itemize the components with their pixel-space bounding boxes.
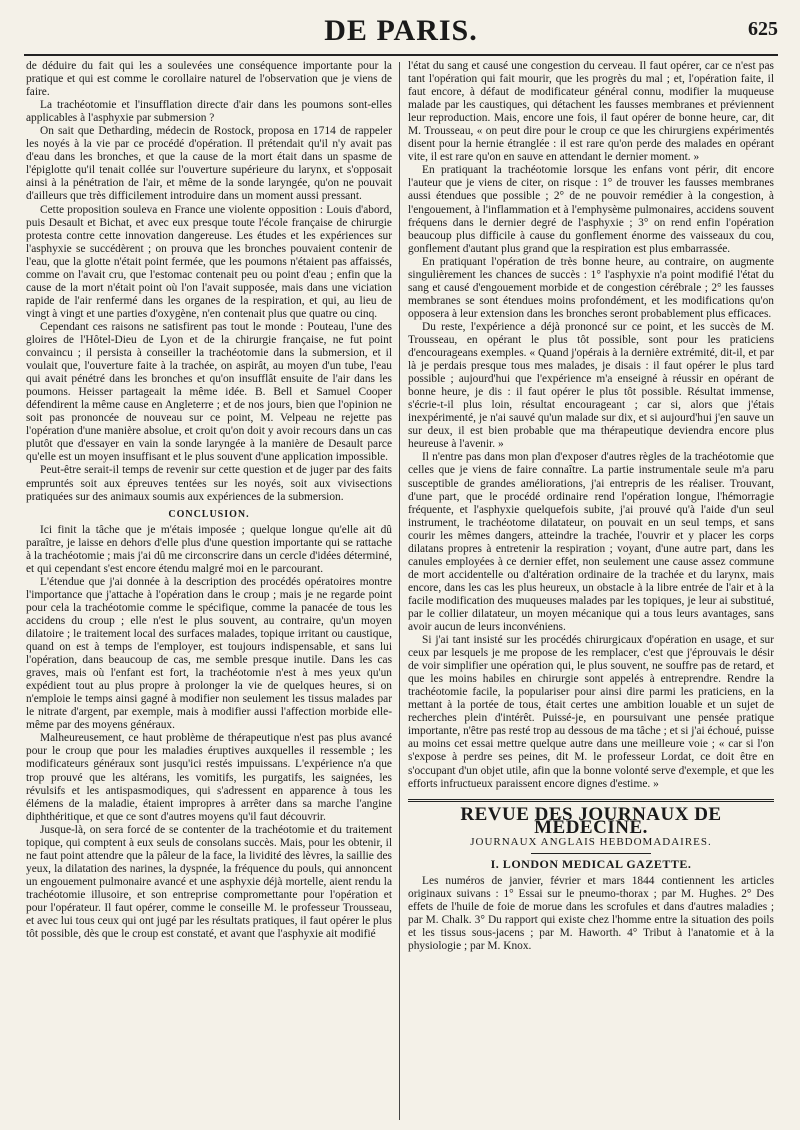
revue-title: REVUE DES JOURNAUX DE MÉDECINE.	[460, 803, 722, 838]
paragraph: Si j'ai tant insisté sur les procédés chirurgicaux d'opération en usage, et sur ceux par lesquels je me propose de les remplacer, c'est que j'éprouvais le désir de voir simplifier une opération qui, le plus souvent, ne souffre pas de retard, et que les moins habiles en chirurgie sont appelés à entreprendre. Rendre la trachéotomie facile, la populariser pour ainsi dire parmi les praticiens, en la mettant à la portée de tous, était certes une ambition louable et un sujet de recherches plein d'intérêt. Puissé-je, en poursuivant une pensée pratique importante, n'être pas resté trop au dessous de ma tâche ; et si j'ai échoué, puisse au moins cet essai mettre quelque autre dans une meilleure voie ; « car si l'on s'expose à perdre ses peines, dit M. le professeur Lordat, ce doit être en s'occupant d'un objet utile, afin que la bonne volonté serve d'exemple, et que les efforts infructueux paraissent encore dignes d'estime. »	[408, 634, 774, 790]
paragraph: Il n'entre pas dans mon plan d'exposer d'autres règles de la trachéotomie que celles que je viens de faire connaître. La partie instrumentale seule m'a paru susceptible de grandes améliorations, j'ai entrepris de les réaliser. Trouvant, d'une part, que le procédé ordinaire rend l'opération longue, l'hémorragie fréquente, et l'asphyxie quelquefois subite, j'ai prouvé qu'à l'aide d'un seul instrument, le trachéotome dilatateur, on pouvait en un seul temps, et sans courir les mêmes dangers, atteindre la trachée, l'ouvrir et y placer les corps dilatans propres à entretenir la respiration ; voyant, d'une autre part, dans les canules employées à ce dernier effet, non seulement une cause assez commune de mort accidentelle ou d'altération ordinaire de la trachée et du larynx, mais encore, dans les cas les plus heureux, un obstacle à la libre entrée de l'air et à la facile modification des muqueuses malades par les topiques, je leur ai substitué, par le collier dilatateur, un moyen mécanique qui a tous leurs avantages, sans avoir aucun de leurs inconvéniens.	[408, 451, 774, 634]
paragraph: Du reste, l'expérience a déjà prononcé sur ce point, et les succès de M. Trousseau, en opérant le plus tôt possible, sont pour les praticiens d'encourageans exemples. « Quand j'opérais à la dernière extrémité, dit-il, et par là je perdais presque tous mes malades, je disais : il faut opérer le plus tard possible ; aujourd'hui que l'expérience m'a enseigné à réussir en opérant de bonne heure, je dis : il faut opérer le plus tôt possible. Résultat immense, s'écrie-t-il plus loin, résultat encourageant ; car si, alors que j'étais inexpérimenté, je n'ai sauvé qu'un malade sur dix, et si aujourd'hui j'en sauve un sur deux, il est bien probable que ma thérapeutique deviendra encore plus heureuse à l'avenir. »	[408, 320, 774, 451]
revue-paragraph: Les numéros de janvier, février et mars 1844 contiennent les articles originaux suivans : 1° Essai sur le pneumo-thorax ; par M. Hughes. 2° Des effets de l'huile de foie de morue dans les scrofules et dans d'autres maladies ; par M. Chalk. 3° Du rapport qui existe chez l'homme entre la situation des poils et les tissus sous-jacens ; par M. Haworth. 4° Tribut à l'anatomie et à la physiologie ; par M. Knox.	[408, 874, 774, 953]
left-body-part-1	[26, 60, 392, 504]
paragraph: En pratiquant la trachéotomie lorsque les enfans vont périr, dit encore l'auteur que je viens de citer, on risque : 1° de trouver les fausses membranes aussi étendues que possible ; 2° de ne pouvoir remédier à la congestion, à l'engouement, à l'inflammation et à l'emphysème pulmonaires, accidens souvent fréquens dans le dernier degré de l'asphyxie ; 3° on rend enfin l'opération beaucoup plus difficile à cause du gonflement énorme des vaisseaux du cou, gonflement d'autant plus grand que la respiration est plus embarrassée.	[408, 164, 774, 255]
paragraph: Ici finit la tâche que je m'étais imposée ; quelque longue qu'elle ait dû paraître, je laisse en dehors d'elle plus d'une question importante qui se rattache à la trachéotomie ; mais j'ai dû me circonscrire dans un cercle d'idées déterminé, et qui cependant s'est encore étendu malgré moi en le parcourant.	[26, 523, 392, 575]
revue-subrule	[531, 853, 651, 854]
paragraph: L'étendue que j'ai donnée à la description des procédés opératoires montre l'importance que j'attache à l'opération dans le croup ; mais je ne regarde point pour cela la trachéotomie comme le spécifique, comme la panacée de tous les accidens du croup ; elle n'est le plus souvent, au contraire, qu'un moyen dilatoire ; le traitement local des surfaces malades, topique irritant ou caustique, quand on est à temps de l'employer, est toujours indispensable, et sans lui l'opération, dans beaucoup de cas, me semble presque inutile. Dans les cas graves, mais où l'enfant est fort, la trachéotomie n'est à mes yeux qu'un expédient tout au plus propre à prolonger la vie de quelques heures, si on n'emploie le temps ainsi gagné à modifier non seulement les tissus malades par le nitrate d'argent, par exemple, mais à modifier aussi l'affection morbide elle-même par des moyens généraux.	[26, 575, 392, 732]
paragraph: Jusque-là, on sera forcé de se contenter de la trachéotomie et du traitement topique, qui comptent à eux seuls de consolans succès. Mais, pour les obtenir, il ne faut point attendre que la pâleur de la face, la lividité des lèvres, la saillie des yeux, la dilatation des narines, la dyspnée, la fréquence du pouls, qui annoncent un engouement pulmonaire avancé et une asphyxie déjà mortelle, aient rendu la trachéotomie illusoire, et son entreprise compromettante pour l'opération et pour l'opérateur. Il faut opérer, comme le conseille M. le professeur Trousseau, et avec lui tous ceux qui ont jugé par les résultats pratiques, il faut opérer le plus tôt possible, dès que le croup est constaté, et avant que l'asphyxie ait modifié	[26, 823, 392, 941]
left-column	[26, 60, 392, 1120]
paragraph: Malheureusement, ce haut problème de thérapeutique n'est pas plus avancé pour le croup que pour les maladies éruptives auxquelles il ressemble ; les modificateurs généraux sont jusqu'ici restés impuissans. L'expérience n'a que trop prouvé que les altérans, les vomitifs, les purgatifs, les saignées, les révulsifs et les antispasmodiques, qui s'adressent en apparence à tous les élémens de la maladie, étaient impropres à arrêter dans sa marche l'angine diphthéritique, et que ce sont d'autres moyens qu'il faut découvrir.	[26, 732, 392, 823]
paragraph: On sait que Detharding, médecin de Rostock, proposa en 1714 de rappeler les noyés à la vie par ce procédé d'opération. Il prétendait qu'il n'y avait pas d'eau dans les bronches, et que la cause de la mort était dans un spasme de l'épiglotte qu'il tenait collée sur l'ouverture supérieure du larynx, et s'opposait ainsi à la pénétration de l'air, et même de la sonde laryngée, qu'on ne pouvait d'ailleurs que très difficilement introduire dans un moment aussi pressant.	[26, 125, 392, 203]
page-header	[24, 10, 778, 50]
revue-subtitle: JOURNAUX ANGLAIS HEBDOMADAIRES.	[470, 835, 712, 848]
conclusion-heading: CONCLUSION.	[168, 508, 250, 520]
paragraph: La trachéotomie et l'insufflation directe d'air dans les poumons sont-elles applicables à l'asphyxie par submersion ?	[26, 99, 392, 125]
paragraph: Cependant ces raisons ne satisfirent pas tout le monde : Pouteau, l'une des gloires de l'Hôtel-Dieu de Lyon et de la chirurgie française, ne fut point convaincu ; il persista à conseiller la trachéotomie dans la submersion, et il voulait que, l'ouverture faite à la trachée, on aspirât, au moyen d'un tube, l'eau qui avait pénétré dans les bronches et qu'on insufflât ensuite de l'air dans les poumons. Heisser partageait la même idée. B. Bell et Samuel Cooper défendirent la même cause en Angleterre ; et de nos jours, bien que l'opinion ne soit pas prononcée de nouveau sur ce point, M. Velpeau ne rejette pas l'opération d'une manière absolue, et croit qu'on doit y avoir recours dans un cas plutôt que d'essayer en vain la sonde laryngée à la manière de Desault parce qu'elle est un moyen insuffisant et le plus souvent d'une application impossible.	[26, 320, 392, 464]
paragraph: En pratiquant l'opération de très bonne heure, au contraire, on augmente singulièrement les chances de succès : 1° l'asphyxie n'a point modifié l'état du sang et causé d'engouement morbide et de congestion cérébrale ; 2° les fausses membranes se sont étendues moins profondément, et les modifications qu'on opposera à leur extension dans les bronches seront probablement plus efficaces.	[408, 255, 774, 320]
right-column	[408, 60, 774, 1120]
header-rule	[24, 54, 778, 56]
running-title: DE PARIS.	[324, 14, 478, 47]
paragraph: Peut-être serait-il temps de revenir sur cette question et de juger par des faits empruntés soit aux épreuves tentées sur les noyés, soit aux vivisections pratiquées sur des animaux soumis aux expériences de la submersion.	[26, 464, 392, 503]
paragraph: Cette proposition souleva en France une violente opposition : Louis d'abord, puis Desault et Bichat, et avec eux presque toute l'école française de chirurgie protesta contre cette innovation dangereuse. Les études et les expériences sur l'asphyxie se succédèrent ; on prouva que les bronches pouvaient contenir de l'eau, que la glotte n'était point fermée, que les poumons n'étaient pas affaissés, comme on l'avait cru, que l'estomac contenait peu ou point d'eau ; enfin que la cause de la mort n'était point où l'on l'avait supposée, mais dans une viciation rapide de l'air renfermé dans les organes de la respiration, et qui, au lieu de vingt à vingt et une parties d'oxygène, n'en contenait plus que quatre ou cinq.	[26, 203, 392, 320]
page-number: 625	[748, 18, 778, 40]
section-rule	[408, 799, 774, 802]
revue-section: I. LONDON MEDICAL GAZETTE.	[490, 856, 692, 871]
paragraph: de déduire du fait qui les a soulevées une conséquence importante pour la pratique et qui est comme le corollaire naturel de l'observation que je viens de faire.	[26, 60, 392, 99]
paragraph: l'état du sang et causé une congestion du cerveau. Il faut opérer, car ce n'est pas tant l'opération qui fait mourir, que les progrès du mal ; et, l'opération faite, il faut encore, à défaut de modificateur général connu, modifier la muqueuse malade par les caustiques, qui détachent les fausses membranes et préviennent leur reproduction. Mais, encore une fois, il faut opérer de bonne heure, car, dit M. Trousseau, « on peut dire pour le croup ce que les chirurgiens expérimentés disent pour la hernie étranglée : il est rare qu'on perde des malades en opérant vite, il est rare qu'on en sauve en attendant le dernier moment. »	[408, 60, 774, 164]
column-divider	[399, 62, 400, 1120]
left-body-part-2	[26, 524, 392, 942]
right-body	[408, 60, 774, 791]
